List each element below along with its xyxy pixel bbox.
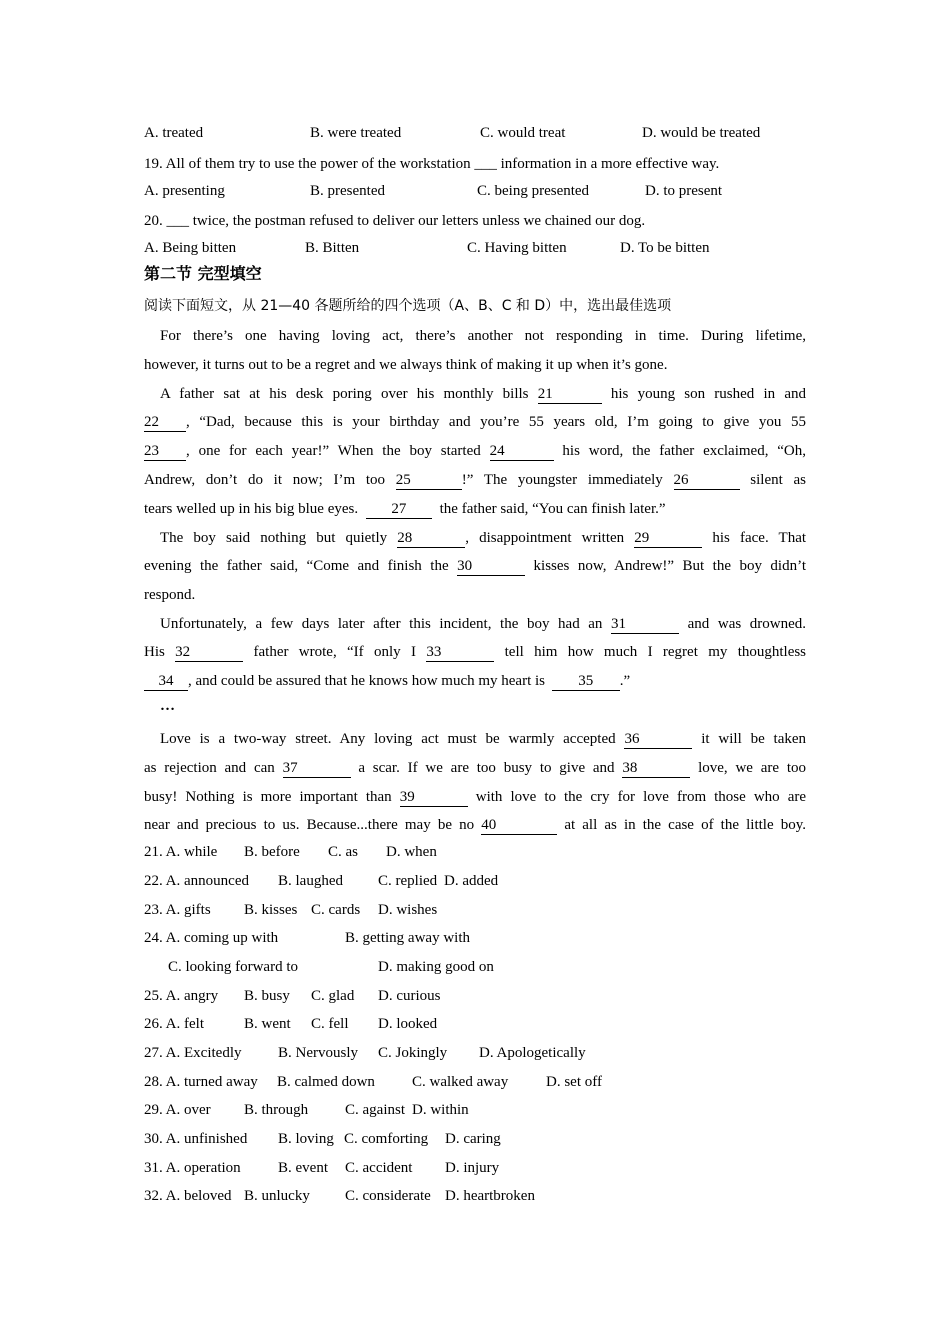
passage-line: however, it turns out to be a regret and we always think of making it up when it’s gone. bbox=[144, 357, 668, 373]
q18-option-c: C. would treat bbox=[480, 125, 566, 141]
passage-line bbox=[144, 787, 806, 807]
q32-option-b: B. unlucky bbox=[244, 1188, 310, 1204]
section-instruction: 阅读下面短文，从 21—40 各题所给的四个选项（A、B、C 和 D）中，选出最佳选项 bbox=[144, 298, 672, 314]
passage-line bbox=[144, 642, 806, 662]
blank-39: 39 bbox=[400, 789, 468, 807]
passage-line bbox=[144, 384, 806, 404]
text-segment: A father sat at his desk poring over his monthly bills bbox=[160, 386, 529, 402]
q28-option-d: D. set off bbox=[546, 1074, 602, 1090]
text-segment: as rejection and can bbox=[144, 760, 275, 776]
text-segment: , “Dad, because this is your birthday and you’re 55 years old, I’m going to give you 55 bbox=[186, 414, 806, 430]
text-segment: with love to the cry for love from those who are bbox=[475, 789, 807, 805]
q29-option-d: D. within bbox=[412, 1102, 469, 1118]
q26-option-c: C. fell bbox=[311, 1016, 349, 1032]
text-segment: Love is a two-way street. Any loving act must be warmly accepted bbox=[160, 731, 616, 747]
text-segment: at all as in the case of the little boy. bbox=[564, 817, 806, 833]
q23-option-a: 23. A. gifts bbox=[144, 902, 211, 918]
blank-29: 29 bbox=[634, 530, 702, 548]
passage-line: For there’s one having loving act, there’s another not responding in time. During lifetime, bbox=[160, 328, 806, 344]
q20-option-d: D. To be bitten bbox=[620, 240, 710, 256]
passage-line bbox=[144, 758, 806, 778]
blank-28: 28 bbox=[397, 530, 465, 548]
q29-option-a: 29. A. over bbox=[144, 1102, 211, 1118]
passage-line bbox=[144, 729, 806, 749]
text-segment: busy! Nothing is more important than bbox=[144, 789, 392, 805]
blank-25: 25 bbox=[396, 472, 462, 490]
passage-line bbox=[144, 528, 806, 548]
q19-option-b: B. presented bbox=[310, 183, 385, 199]
q31-option-c: C. accident bbox=[345, 1160, 413, 1176]
passage-line bbox=[144, 470, 806, 490]
q21-option-c: C. as bbox=[328, 844, 358, 860]
q27-option-d: D. Apologetically bbox=[479, 1045, 586, 1061]
q28-option-c: C. walked away bbox=[412, 1074, 509, 1090]
blank-21: 21 bbox=[538, 386, 602, 404]
text-segment: the father said, “You can finish later.” bbox=[439, 501, 666, 517]
q21-option-a: 21. A. while bbox=[144, 844, 218, 860]
q25-option-a: 25. A. angry bbox=[144, 988, 219, 1004]
text-segment: The boy said nothing but quietly bbox=[160, 530, 388, 546]
text-segment: kisses now, Andrew!” But the boy didn’t bbox=[533, 558, 806, 574]
text-segment: his word, the father exclaimed, “Oh, bbox=[562, 443, 807, 459]
blank-26: 26 bbox=[674, 472, 740, 490]
q32-option-d: D. heartbroken bbox=[445, 1188, 535, 1204]
blank-34: 34 bbox=[144, 673, 188, 691]
q30-option-c: C. comforting bbox=[344, 1131, 429, 1147]
text-segment: it will be taken bbox=[701, 731, 807, 747]
q30-option-a: 30. A. unfinished bbox=[144, 1131, 248, 1147]
q22-option-a: 22. A. announced bbox=[144, 873, 249, 889]
text-segment: silent as bbox=[750, 472, 806, 488]
q19-stem: 19. All of them try to use the power of the workstation ___ information in a more effective way. bbox=[144, 156, 720, 172]
text-segment: near and precious to us. Because...there may be no bbox=[144, 817, 475, 833]
text-segment: his young son rushed in and bbox=[610, 386, 806, 402]
passage-line bbox=[144, 556, 806, 576]
passage-line bbox=[144, 412, 806, 432]
passage-line bbox=[144, 671, 630, 691]
q20-option-c: C. Having bitten bbox=[467, 240, 567, 256]
q18-option-b: B. were treated bbox=[310, 125, 402, 141]
q30-option-d: D. caring bbox=[445, 1131, 501, 1147]
blank-38: 38 bbox=[622, 760, 690, 778]
passage-line bbox=[144, 499, 666, 519]
q24-option-a: 24. A. coming up with bbox=[144, 930, 279, 946]
text-segment: his face. That bbox=[712, 530, 807, 546]
blank-35: 35 bbox=[552, 673, 620, 691]
q27-option-c: C. Jokingly bbox=[378, 1045, 448, 1061]
q21-option-b: B. before bbox=[244, 844, 300, 860]
q28-option-a: 28. A. turned away bbox=[144, 1074, 258, 1090]
q20-option-a: A. Being bitten bbox=[144, 240, 237, 256]
blank-23: 23 bbox=[144, 443, 186, 461]
q22-option-c: C. replied bbox=[378, 873, 438, 889]
text-segment: tears welled up in his big blue eyes. bbox=[144, 501, 359, 517]
blank-32: 32 bbox=[175, 644, 243, 662]
text-segment: , one for each year!” When the boy started bbox=[186, 443, 481, 459]
q22-option-b: B. laughed bbox=[278, 873, 343, 889]
passage-line bbox=[144, 441, 806, 461]
text-segment: His bbox=[144, 644, 165, 660]
q24-option-c: C. looking forward to bbox=[168, 959, 298, 975]
q31-option-b: B. event bbox=[278, 1160, 328, 1176]
text-segment: evening the father said, “Come and finish the bbox=[144, 558, 449, 574]
text-segment: !” The youngster immediately bbox=[461, 472, 663, 488]
blank-37: 37 bbox=[283, 760, 351, 778]
q24-option-d: D. making good on bbox=[378, 959, 494, 975]
text-segment: tell him how much I regret my thoughtless bbox=[504, 644, 807, 660]
q31-option-d: D. injury bbox=[445, 1160, 500, 1176]
q32-option-c: C. considerate bbox=[345, 1188, 431, 1204]
text-segment: love, we are too bbox=[698, 760, 806, 776]
passage-line bbox=[144, 614, 806, 634]
q26-option-b: B. went bbox=[244, 1016, 291, 1032]
q26-option-a: 26. A. felt bbox=[144, 1016, 204, 1032]
q29-option-c: C. against bbox=[345, 1102, 405, 1118]
blank-24: 24 bbox=[490, 443, 554, 461]
q28-option-b: B. calmed down bbox=[277, 1074, 375, 1090]
ellipsis: … bbox=[160, 698, 175, 714]
passage-line: respond. bbox=[144, 587, 196, 603]
q23-option-d: D. wishes bbox=[378, 902, 438, 918]
text-segment: .” bbox=[619, 673, 631, 689]
text-segment: , and could be assured that he knows how much my heart is bbox=[188, 673, 546, 689]
q21-option-d: D. when bbox=[386, 844, 437, 860]
q30-option-b: B. loving bbox=[278, 1131, 334, 1147]
q26-option-d: D. looked bbox=[378, 1016, 438, 1032]
passage-line bbox=[144, 815, 806, 835]
q25-option-c: C. glad bbox=[311, 988, 355, 1004]
q20-option-b: B. Bitten bbox=[305, 240, 360, 256]
q27-option-b: B. Nervously bbox=[278, 1045, 358, 1061]
text-segment: a scar. If we are too busy to give and bbox=[358, 760, 615, 776]
q31-option-a: 31. A. operation bbox=[144, 1160, 241, 1176]
q19-option-d: D. to present bbox=[645, 183, 723, 199]
text-segment: Unfortunately, a few days later after this incident, the boy had an bbox=[160, 616, 603, 632]
blank-40: 40 bbox=[481, 817, 557, 835]
blank-27: 27 bbox=[366, 501, 432, 519]
q24-option-b: B. getting away with bbox=[345, 930, 470, 946]
q19-option-c: C. being presented bbox=[477, 183, 590, 199]
blank-31: 31 bbox=[611, 616, 679, 634]
q18-option-a: A. treated bbox=[144, 125, 204, 141]
q22-option-d: D. added bbox=[444, 873, 499, 889]
q20-stem: 20. ___ twice, the postman refused to deliver our letters unless we chained our dog. bbox=[144, 213, 646, 229]
q25-option-b: B. busy bbox=[244, 988, 290, 1004]
q32-option-a: 32. A. beloved bbox=[144, 1188, 232, 1204]
text-segment: , disappointment written bbox=[465, 530, 625, 546]
blank-22: 22 bbox=[144, 414, 186, 432]
q18-option-d: D. would be treated bbox=[642, 125, 761, 141]
blank-30: 30 bbox=[457, 558, 525, 576]
q23-option-c: C. cards bbox=[311, 902, 361, 918]
blank-36: 36 bbox=[624, 731, 692, 749]
q27-option-a: 27. A. Excitedly bbox=[144, 1045, 242, 1061]
q29-option-b: B. through bbox=[244, 1102, 309, 1118]
q23-option-b: B. kisses bbox=[244, 902, 298, 918]
section-title: 第二节 完型填空 bbox=[144, 264, 262, 283]
blank-33: 33 bbox=[426, 644, 494, 662]
q25-option-d: D. curious bbox=[378, 988, 441, 1004]
text-segment: Andrew, don’t do it now; I’m too bbox=[144, 472, 386, 488]
text-segment: father wrote, “If only I bbox=[253, 644, 416, 660]
text-segment: and was drowned. bbox=[687, 616, 807, 632]
q19-option-a: A. presenting bbox=[144, 183, 225, 199]
